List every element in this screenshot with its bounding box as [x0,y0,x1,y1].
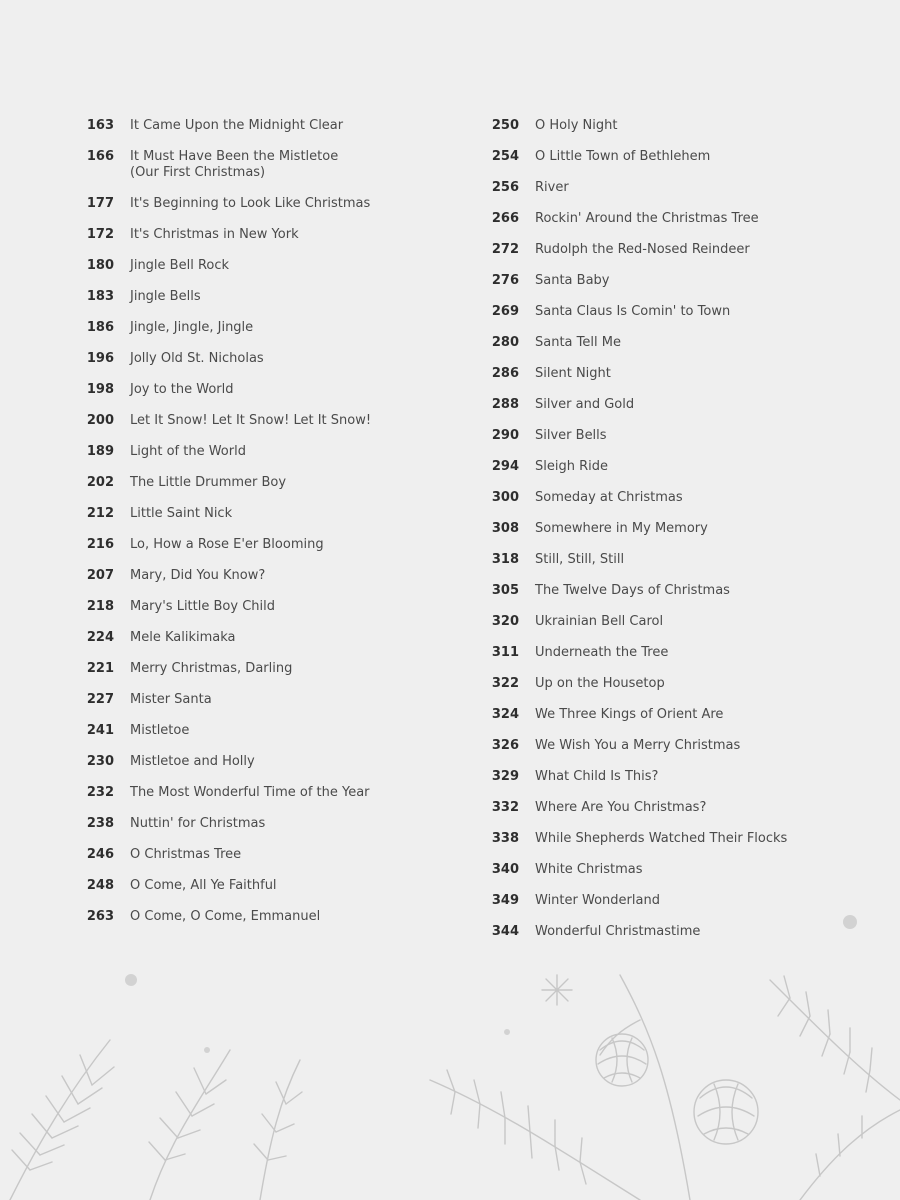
page-number: 311 [491,645,519,660]
song-title: It Must Have Been the Mistletoe (Our First Christmas) [130,149,339,180]
song-title: Silver Bells [535,428,607,443]
song-title: Silent Night [535,366,611,381]
song-title: We Three Kings of Orient Are [535,707,724,722]
page-number: 340 [491,862,519,877]
page-number: 216 [86,537,114,552]
song-title: Mary, Did You Know? [130,568,266,583]
contents-entry [485,552,865,583]
contents-entry [485,459,865,490]
contents-entry [485,180,865,211]
song-title: Underneath the Tree [535,645,669,660]
page-number: 232 [86,785,114,800]
song-title: O Come, All Ye Faithful [130,878,277,893]
pinecone-icon [694,1080,758,1144]
contents-entry [485,242,865,273]
contents-entry [80,149,460,196]
page-number: 349 [491,893,519,908]
page-number: 241 [86,723,114,738]
song-title: Jingle Bell Rock [130,258,230,273]
contents-entry [80,661,460,692]
page-number: 248 [86,878,114,893]
page-number: 177 [86,196,114,211]
page-number: 172 [86,227,114,242]
pine-branch-decoration [0,880,900,1200]
snowflake-icon [542,975,572,1005]
contents-entry [485,676,865,707]
contents-column-left [80,118,460,940]
song-title: Santa Tell Me [535,335,621,350]
song-title: It's Christmas in New York [130,227,299,242]
contents-entry [80,785,460,816]
contents-entry [485,645,865,676]
song-title: Somewhere in My Memory [535,521,708,536]
song-title: It Came Upon the Midnight Clear [130,118,344,133]
contents-entry [485,118,865,149]
page-number: 305 [491,583,519,598]
contents-entry [80,692,460,723]
song-title: Mele Kalikimaka [130,630,236,645]
contents-entry [80,118,460,149]
song-title: While Shepherds Watched Their Flocks [535,831,788,846]
snow-dot [204,1047,210,1053]
contents-entry [80,320,460,351]
song-title: Rockin' Around the Christmas Tree [535,211,759,226]
page-number: 183 [86,289,114,304]
page-number: 288 [491,397,519,412]
contents-entry [80,258,460,289]
page-number: 256 [491,180,519,195]
song-title: Ukrainian Bell Carol [535,614,664,629]
page-number: 207 [86,568,114,583]
page-number: 230 [86,754,114,769]
page-number: 300 [491,490,519,505]
song-title: Up on the Housetop [535,676,665,691]
page-number: 272 [491,242,519,257]
song-title: Joy to the World [130,382,234,397]
contents-entry [485,428,865,459]
contents-entry [485,614,865,645]
song-title: Light of the World [130,444,246,459]
song-title: Santa Baby [535,273,610,288]
contents-entry [80,816,460,847]
page-number: 280 [491,335,519,350]
song-title: Where Are You Christmas? [535,800,707,815]
song-title: Santa Claus Is Comin' to Town [535,304,731,319]
song-title: Jolly Old St. Nicholas [130,351,264,366]
contents-entry [80,444,460,475]
berry-stem [620,975,690,1200]
contents-entry [80,289,460,320]
contents-entry [485,149,865,180]
page-number: 227 [86,692,114,707]
song-title: O Little Town of Bethlehem [535,149,711,164]
pine-branch-middle [430,1070,640,1200]
page-number: 163 [86,118,114,133]
song-title: Nuttin' for Christmas [130,816,266,831]
contents-entry [485,335,865,366]
contents-entry [80,196,460,227]
contents-entry [80,382,460,413]
page-number: 189 [86,444,114,459]
song-title: Mister Santa [130,692,212,707]
contents-entry [80,630,460,661]
contents-entry [80,754,460,785]
page-number: 221 [86,661,114,676]
page-number: 254 [491,149,519,164]
page-number: 324 [491,707,519,722]
page-number: 344 [491,924,519,939]
song-title: Lo, How a Rose E'er Blooming [130,537,324,552]
contents-entry [485,800,865,831]
contents-entry [80,413,460,444]
page-number: 322 [491,676,519,691]
page-number: 332 [491,800,519,815]
page-number: 198 [86,382,114,397]
page-number: 166 [86,149,114,164]
contents-entry [485,769,865,800]
song-title: Winter Wonderland [535,893,660,908]
song-title: Someday at Christmas [535,490,683,505]
song-title: We Wish You a Merry Christmas [535,738,741,753]
page-number: 286 [491,366,519,381]
contents-entry [485,583,865,614]
page-number: 238 [86,816,114,831]
page-number: 294 [491,459,519,474]
page-number: 200 [86,413,114,428]
song-title: Silver and Gold [535,397,635,412]
snow-dot [504,1029,510,1035]
song-title: White Christmas [535,862,643,877]
song-title: Let It Snow! Let It Snow! Let It Snow! [130,413,372,428]
contents-entry [80,568,460,599]
song-title: Merry Christmas, Darling [130,661,293,676]
page-number: 290 [491,428,519,443]
snow-dot [125,974,137,986]
song-title: Jingle Bells [130,289,201,304]
song-title: Mary's Little Boy Child [130,599,275,614]
song-title: O Christmas Tree [130,847,242,862]
contents-entry [485,211,865,242]
contents-entry [485,831,865,862]
page-number: 276 [491,273,519,288]
song-title: River [535,180,569,195]
contents-entry [485,707,865,738]
song-title: Little Saint Nick [130,506,233,521]
snow-dot [843,915,857,929]
song-title: What Child Is This? [535,769,659,784]
contents-entry [485,490,865,521]
contents-entry [80,599,460,630]
contents-entry [485,304,865,335]
song-title: Still, Still, Still [535,552,625,567]
contents-entry [80,537,460,568]
contents-entry [485,738,865,769]
page-number: 320 [491,614,519,629]
page-number: 246 [86,847,114,862]
page-number: 196 [86,351,114,366]
pine-branch-right [770,976,900,1200]
contents-entry [485,521,865,552]
page-number: 329 [491,769,519,784]
pinecone-icon [596,1034,648,1086]
song-title: O Come, O Come, Emmanuel [130,909,321,924]
page-number: 250 [491,118,519,133]
song-title: Wonderful Christmastime [535,924,701,939]
page-number: 308 [491,521,519,536]
page-number: 266 [491,211,519,226]
page-number: 224 [86,630,114,645]
contents-entry [80,475,460,506]
song-title: The Little Drummer Boy [130,475,287,490]
page-number: 318 [491,552,519,567]
song-title: The Most Wonderful Time of the Year [130,785,370,800]
song-title: Rudolph the Red-Nosed Reindeer [535,242,750,257]
pine-branch-left [10,1040,302,1200]
contents-column-right [485,118,865,955]
contents-entry [80,723,460,754]
song-title: Mistletoe [130,723,190,738]
page-number: 263 [86,909,114,924]
contents-entry [80,847,460,878]
song-title: It's Beginning to Look Like Christmas [130,196,371,211]
contents-entry [80,227,460,258]
song-title: The Twelve Days of Christmas [535,583,730,598]
contents-entry [485,397,865,428]
page-number: 180 [86,258,114,273]
page-number: 202 [86,475,114,490]
contents-entry [80,506,460,537]
page-number: 338 [491,831,519,846]
song-title: O Holy Night [535,118,618,133]
song-title: Jingle, Jingle, Jingle [130,320,254,335]
page-number: 326 [491,738,519,753]
song-title: Sleigh Ride [535,459,608,474]
contents-entry [485,366,865,397]
page-number: 186 [86,320,114,335]
contents-entry [80,351,460,382]
song-title: Mistletoe and Holly [130,754,255,769]
contents-entry [485,273,865,304]
page-number: 269 [491,304,519,319]
page-number: 212 [86,506,114,521]
page-number: 218 [86,599,114,614]
